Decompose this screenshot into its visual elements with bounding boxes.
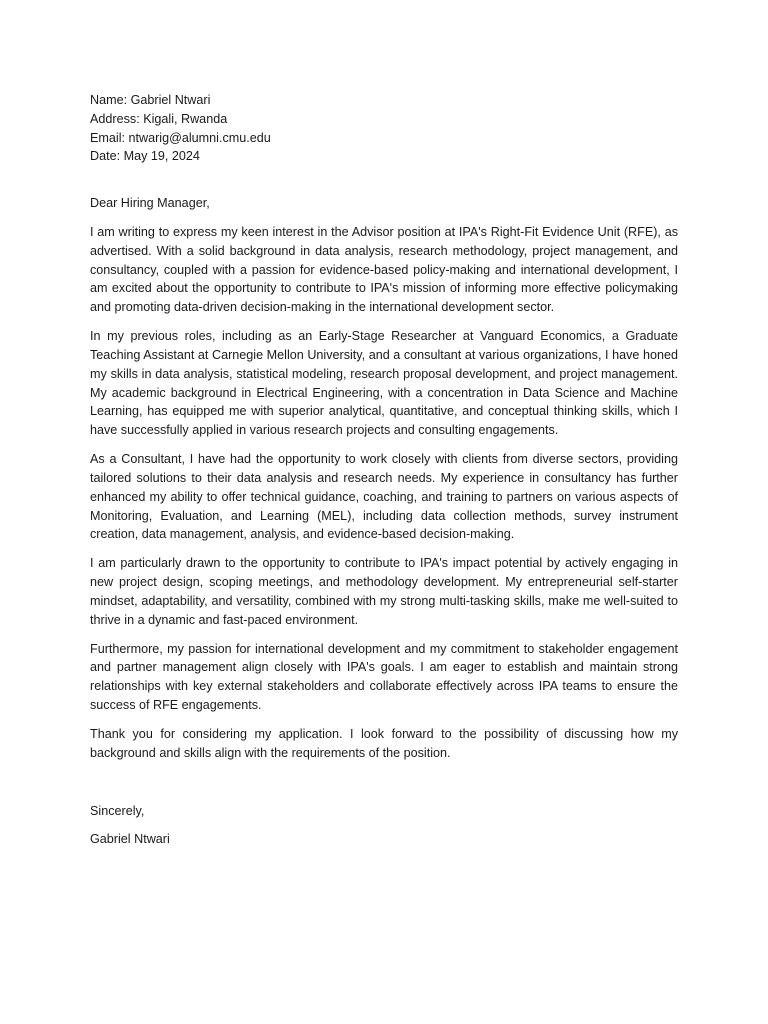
body-paragraph: Thank you for considering my application. I look forward to the possibility of discussing how my background and skills align with the requirements of the position. [90,727,678,760]
cover-letter [90,91,678,849]
salutation: Dear Hiring Manager, [90,196,210,211]
body-paragraph: I am particularly drawn to the opportunity to contribute to IPA's impact potential by actively engaging in new project design, scoping meetings, and methodology development. My entrepreneurial self-starter mindset, adaptability, and versatility, combined with my strong multi-tasking skills, make me well-suited to thrive in a dynamic and fast-paced environment. [90,556,678,627]
body-paragraph: I am writing to express my keen interest in the Advisor position at IPA's Right-Fit Evidence Unit (RFE), as advertised. With a solid background in data analysis, research methodology, project management, and consultancy, coupled with a passion for evidence-based policy-making and international development, I am excited about the opportunity to contribute to IPA's mission of informing more effective policymaking and promoting data-driven decision-making in the international development sector. [90,224,678,315]
sender-name: Name: Gabriel Ntwari [90,93,211,107]
body-paragraph: As a Consultant, I have had the opportunity to work closely with clients from diverse sectors, providing tailored solutions to their data analysis and research needs. My experience in consultancy has further enhanced my ability to offer technical guidance, coaching, and training to partners on various aspects of Monitoring, Evaluation, and Learning (MEL), including data collection methods, survey instrument creation, data management, analysis, and evidence-based decision-making. [90,452,678,542]
letter-body [90,223,678,763]
letter-date: Date: May 19, 2024 [90,149,200,164]
sender-address: Address: Kigali, Rwanda [90,111,228,126]
body-paragraph: In my previous roles, including as an Early-Stage Researcher at Vanguard Economics, a Graduate Teaching Assistant at Carnegie Mellon University, and a consultant at various organizations, I have honed my skills in data analysis, statistical modeling, research proposal development, and project management. My academic background in Electrical Engineering, with a concentration in Data Science and Machine Learning, has equipped me with superior analytical, quantitative, and conceptual thinking skills, which I have successfully applied in various research projects and consulting engagements. [90,329,678,438]
letter-header [90,91,678,166]
body-paragraph: Furthermore, my passion for international development and my commitment to stakeholder engagement and partner management align closely with IPA's goals. I am eager to establish and maintain strong relationships with key external stakeholders and collaborate effectively across IPA teams to ensure the success of RFE engagements. [90,641,678,713]
signature-name: Gabriel Ntwari [90,832,170,847]
sender-email: Email: ntwarig@alumni.cmu.edu [90,130,271,145]
closing: Sincerely, [90,803,145,818]
